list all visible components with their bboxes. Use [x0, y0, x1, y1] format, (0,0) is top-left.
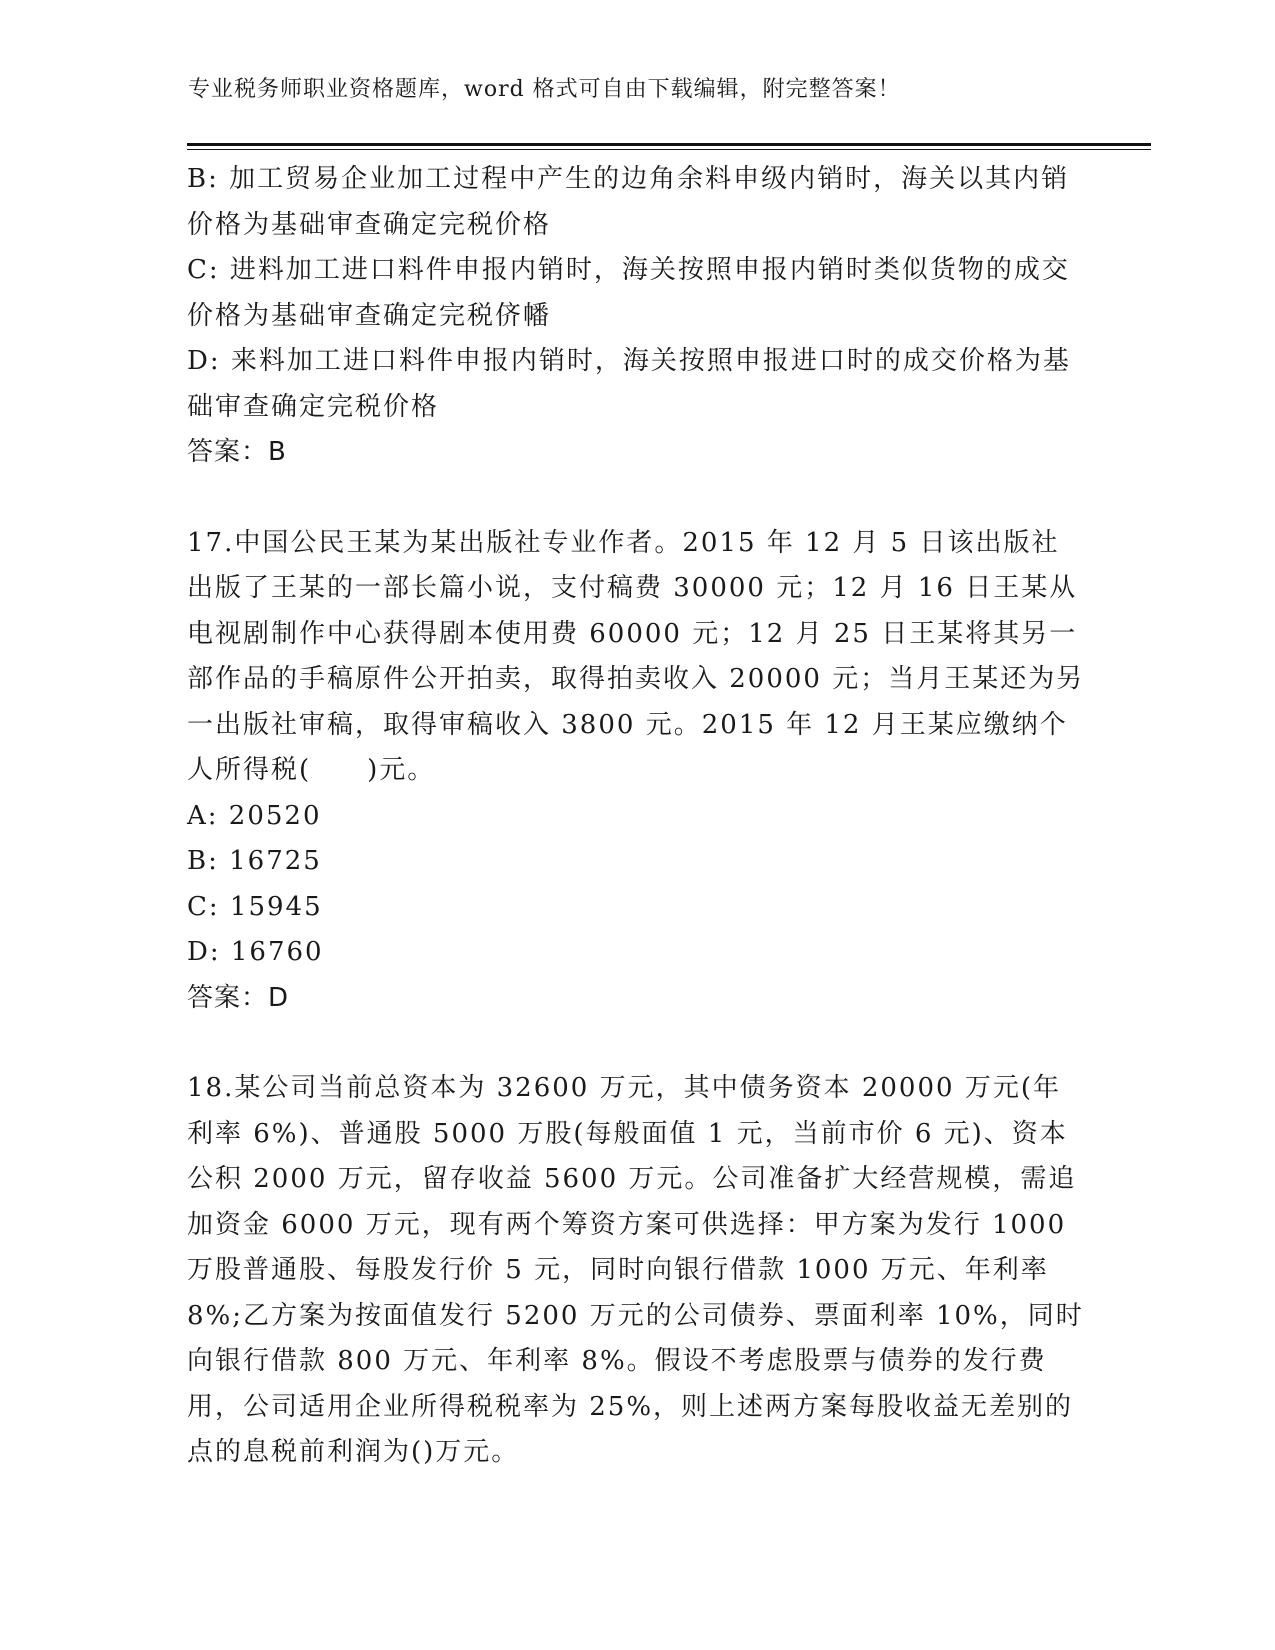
q17-answer: 答案：D [187, 982, 290, 1013]
header-divider-thin [187, 149, 1151, 150]
q16-option-c: C: 进料加工进口料件申报内销时，海关按照申报内销时类似货物的成交价格为基础审查确定完税侪幡 [187, 255, 1070, 331]
q17-option-c: C: 15945 [187, 891, 323, 922]
q17-stem: 17.中国公民王某为某出版社专业作者。2015 年 12 月 5 日该出版社出版了王某的一部长篇小说，支付稿费 30000 元；12 月 16 日王某从电视剧制作中心获得剧本使用费 60000 元；12 月 25 日王某将其另一部作品的手稿原件公开拍卖，取得拍卖收入 20000 元；当月王某还为另一出版社审稿，取得审稿收入 3800 元。2015 年 12 月王某应缴纳个人所得税( )元。 [187, 527, 1085, 785]
header-divider-thick [187, 143, 1151, 146]
q16-answer: 答案：B [187, 437, 287, 467]
page-header: 专业税务师职业资格题库，word 格式可自由下载编辑，附完整答案！ [188, 77, 901, 102]
q17-option-d: D: 16760 [187, 937, 324, 967]
spacer [187, 476, 1087, 521]
q17-option-a: A: 20520 [187, 800, 322, 831]
q16-option-d: D: 来料加工进口料件申报内销时，海关按照申报进口时的成交价格为基础审查确定完税价格 [187, 346, 1071, 422]
q18-stem: 18.某公司当前总资本为 32600 万元，其中债务资本 20000 万元(年利率 6%)、普通股 5000 万股(每般面值 1 元，当前市价 6 元)、资本公积 2000 万元，留存收益 5600 万元。公司准备扩大经营规模，需追加资金 6000 万元，现有两个筹资方案可供选择：甲方案为发行 1000 万股普通股、每股发行价 5 元，同时向银行借款 1000 万元、年利率 8%;乙方案为按面值发行 5200 万元的公司债券、票面利率 10%，同时向银行借款 800 万元、年利率 8%。假设不考虑股票与债券的发行费用，公司适用企业所得税税率为 25%，则上述两方案每股收益无差别的点的息税前利润为()万元。 [187, 1073, 1084, 1467]
question-content [187, 157, 1087, 1476]
spacer [187, 1021, 1087, 1066]
q16-option-b: B: 加工贸易企业加工过程中产生的边角余料申级内销时，海关以其内销价格为基础审查确定完税价格 [187, 164, 1070, 240]
q17-option-b: B: 16725 [187, 846, 322, 876]
